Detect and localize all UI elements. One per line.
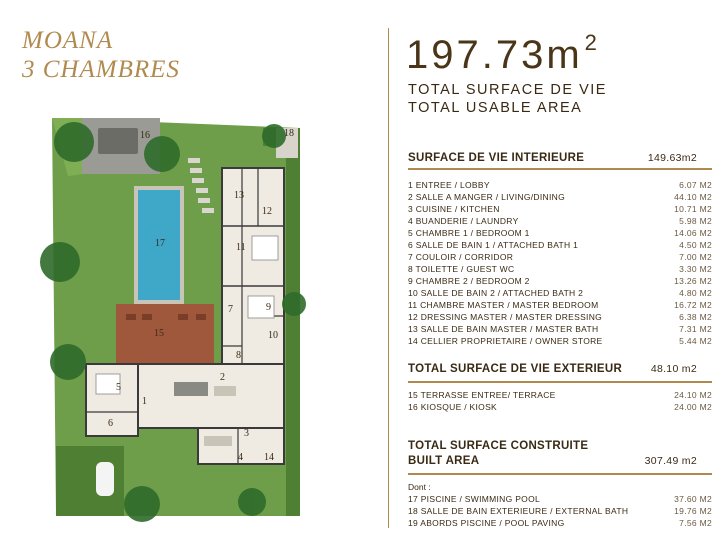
exterior-section-title xyxy=(408,363,712,375)
item-label: 12 DRESSING MASTER / MASTER DRESSING xyxy=(408,312,603,322)
plan-label-2: 2 xyxy=(220,372,225,383)
plan-label-14: 14 xyxy=(264,452,274,463)
item-value: 5.44 M2 xyxy=(679,336,712,346)
item-label: 8 TOILETTE / GUEST WC xyxy=(408,264,515,274)
item-value: 6.07 M2 xyxy=(679,180,712,190)
plan-label-1: 1 xyxy=(142,396,147,407)
list-item xyxy=(408,493,712,505)
item-value: 4.80 M2 xyxy=(679,288,712,298)
brand-title xyxy=(22,26,282,84)
item-value: 3.30 M2 xyxy=(679,264,712,274)
built-section-title xyxy=(408,440,712,452)
plan-label-15: 15 xyxy=(154,328,164,339)
item-label: 13 SALLE DE BAIN MASTER / MASTER BATH xyxy=(408,324,599,334)
total-area-value xyxy=(406,30,600,78)
item-value: 44.10 M2 xyxy=(674,192,712,202)
item-value: 6.38 M2 xyxy=(679,312,712,322)
list-item xyxy=(408,227,712,239)
list-item xyxy=(408,263,712,275)
list-item xyxy=(408,251,712,263)
interior-total: 149.63m2 xyxy=(647,152,697,164)
list-item xyxy=(408,311,712,323)
interior-title: SURFACE DE VIE INTERIEURE xyxy=(408,152,585,164)
item-label: 9 CHAMBRE 2 / BEDROOM 2 xyxy=(408,276,530,286)
floor-plan xyxy=(38,106,318,536)
list-item xyxy=(408,299,712,311)
total-area-label-en: TOTAL USABLE AREA xyxy=(408,100,583,116)
exterior-rule xyxy=(408,381,712,383)
list-item xyxy=(408,389,712,401)
item-label: 11 CHAMBRE MASTER / MASTER BEDROOM xyxy=(408,300,599,310)
item-value: 4.50 M2 xyxy=(679,240,712,250)
plan-label-7: 7 xyxy=(228,304,233,315)
item-label: 17 PISCINE / SWIMMING POOL xyxy=(408,494,541,504)
item-label: 7 COULOIR / CORRIDOR xyxy=(408,252,514,262)
item-value: 7.00 M2 xyxy=(679,252,712,262)
item-value: 37.60 M2 xyxy=(674,494,712,504)
list-item xyxy=(408,179,712,191)
exterior-title: TOTAL SURFACE DE VIE EXTERIEUR xyxy=(408,363,623,375)
item-value: 16.72 M2 xyxy=(674,300,712,310)
plan-label-11: 11 xyxy=(236,242,246,253)
list-item xyxy=(408,401,712,413)
item-label: 5 CHAMBRE 1 / BEDROOM 1 xyxy=(408,228,530,238)
total-area-number: 197.73m xyxy=(406,33,583,77)
item-label: 19 ABORDS PISCINE / POOL PAVING xyxy=(408,518,565,528)
floor-plan-drawing xyxy=(38,106,318,536)
interior-item-list xyxy=(408,179,712,347)
exterior-total: 48.10 m2 xyxy=(650,363,697,375)
plan-label-16: 16 xyxy=(140,130,150,141)
plan-label-5: 5 xyxy=(116,382,121,393)
item-value: 7.31 M2 xyxy=(679,324,712,334)
item-label: 3 CUISINE / KITCHEN xyxy=(408,204,500,214)
item-label: 4 BUANDERIE / LAUNDRY xyxy=(408,216,519,226)
item-value: 13.26 M2 xyxy=(674,276,712,286)
item-value: 10.71 M2 xyxy=(674,204,712,214)
exterior-item-list xyxy=(408,389,712,413)
brand-line-2: 3 CHAMBRES xyxy=(22,56,180,83)
plan-label-18: 18 xyxy=(284,128,294,139)
plan-label-9: 9 xyxy=(266,302,271,313)
list-item xyxy=(408,215,712,227)
item-value: 19.76 M2 xyxy=(674,506,712,516)
built-item-list xyxy=(408,493,712,529)
vertical-divider xyxy=(388,28,389,528)
list-item xyxy=(408,517,712,529)
list-item xyxy=(408,203,712,215)
plan-label-3: 3 xyxy=(244,428,249,439)
list-item xyxy=(408,191,712,203)
built-dont-label: Dont : xyxy=(408,482,431,492)
plan-label-12: 12 xyxy=(262,206,272,217)
plan-label-4: 4 xyxy=(238,452,243,463)
interior-rule xyxy=(408,168,712,170)
item-label: 6 SALLE DE BAIN 1 / ATTACHED BATH 1 xyxy=(408,240,579,250)
total-area-label-fr: TOTAL SURFACE DE VIE xyxy=(408,82,607,98)
total-area-unit: 2 xyxy=(584,30,600,55)
item-value: 24.10 M2 xyxy=(674,390,712,400)
brand-line-1: MOANA xyxy=(22,27,114,54)
item-value: 7.56 M2 xyxy=(679,518,712,528)
interior-section-title xyxy=(408,152,712,164)
item-value: 24.00 M2 xyxy=(674,402,712,412)
item-label: 16 KIOSQUE / KIOSK xyxy=(408,402,498,412)
built-total: 307.49 m2 xyxy=(644,455,697,467)
item-value: 14.06 M2 xyxy=(674,228,712,238)
list-item xyxy=(408,323,712,335)
item-label: 2 SALLE A MANGER / LIVING/DINING xyxy=(408,192,565,202)
item-label: 14 CELLIER PROPRIETAIRE / OWNER STORE xyxy=(408,336,603,346)
plan-label-6: 6 xyxy=(108,418,113,429)
plan-label-17: 17 xyxy=(155,238,165,249)
built-rule xyxy=(408,473,712,475)
built-title-line1: TOTAL SURFACE CONSTRUITE xyxy=(408,440,589,452)
plan-label-8: 8 xyxy=(236,350,241,361)
list-item xyxy=(408,275,712,287)
list-item xyxy=(408,287,712,299)
list-item xyxy=(408,239,712,251)
plan-label-13: 13 xyxy=(234,190,244,201)
list-item xyxy=(408,335,712,347)
item-value: 5.98 M2 xyxy=(679,216,712,226)
built-section-title-2 xyxy=(408,455,712,467)
item-label: 15 TERRASSE ENTREE/ TERRACE xyxy=(408,390,556,400)
item-label: 1 ENTREE / LOBBY xyxy=(408,180,490,190)
built-title-line2: BUILT AREA xyxy=(408,455,480,467)
item-label: 18 SALLE DE BAIN EXTERIEURE / EXTERNAL BATH xyxy=(408,506,629,516)
item-label: 10 SALLE DE BAIN 2 / ATTACHED BATH 2 xyxy=(408,288,584,298)
plan-label-10: 10 xyxy=(268,330,278,341)
list-item xyxy=(408,505,712,517)
